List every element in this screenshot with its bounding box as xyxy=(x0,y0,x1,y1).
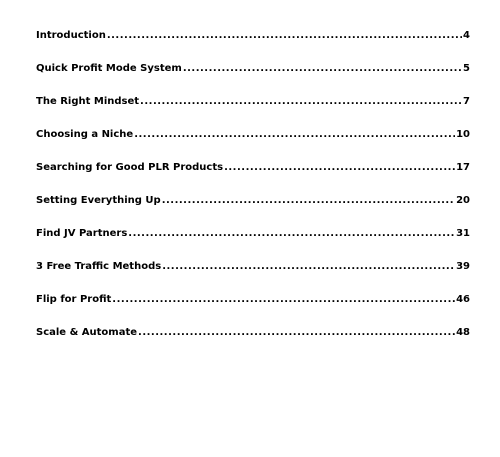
toc-dot-leader xyxy=(162,261,455,272)
toc-entry-page: 10 xyxy=(456,129,470,140)
toc-entry-page: 39 xyxy=(456,261,470,272)
toc-entry-title: Scale & Automate xyxy=(36,327,138,338)
toc-entry-title: Quick Profit Mode System xyxy=(36,63,182,74)
toc-dot-leader xyxy=(162,195,455,206)
toc-dot-leader xyxy=(138,327,455,338)
toc-entry[interactable] xyxy=(36,294,470,327)
toc-entry-page: 48 xyxy=(456,327,470,338)
toc-entry-title: 3 Free Traffic Methods xyxy=(36,261,162,272)
toc-entry[interactable] xyxy=(36,327,470,360)
toc-entry-page: 20 xyxy=(456,195,470,206)
toc-dot-leader xyxy=(134,129,455,140)
toc-entry-title: Setting Everything Up xyxy=(36,195,161,206)
toc-entry[interactable] xyxy=(36,162,470,195)
toc-entry[interactable] xyxy=(36,261,470,294)
toc-entry-page: 4 xyxy=(463,30,470,41)
toc-entry-title: Searching for Good PLR Products xyxy=(36,162,224,173)
toc-entry[interactable] xyxy=(36,195,470,228)
toc-entry-title: Introduction xyxy=(36,30,106,41)
toc-entry[interactable] xyxy=(36,129,470,162)
toc-entry-page: 5 xyxy=(463,63,470,74)
toc-entry-title: Find JV Partners xyxy=(36,228,128,239)
toc-dot-leader xyxy=(128,228,455,239)
toc-entry[interactable] xyxy=(36,96,470,129)
toc-dot-leader xyxy=(107,30,462,41)
toc-entry-title: Flip for Profit xyxy=(36,294,112,305)
table-of-contents xyxy=(36,30,470,360)
toc-dot-leader xyxy=(140,96,462,107)
toc-entry-title: Choosing a Niche xyxy=(36,129,134,140)
toc-entry-page: 31 xyxy=(456,228,470,239)
toc-entry-page: 7 xyxy=(463,96,470,107)
toc-entry-page: 17 xyxy=(456,162,470,173)
toc-dot-leader xyxy=(183,63,462,74)
toc-entry[interactable] xyxy=(36,30,470,63)
toc-entry-title: The Right Mindset xyxy=(36,96,140,107)
toc-entry-page: 46 xyxy=(456,294,470,305)
toc-entry[interactable] xyxy=(36,63,470,96)
toc-entry[interactable] xyxy=(36,228,470,261)
toc-dot-leader xyxy=(224,162,455,173)
toc-dot-leader xyxy=(112,294,455,305)
